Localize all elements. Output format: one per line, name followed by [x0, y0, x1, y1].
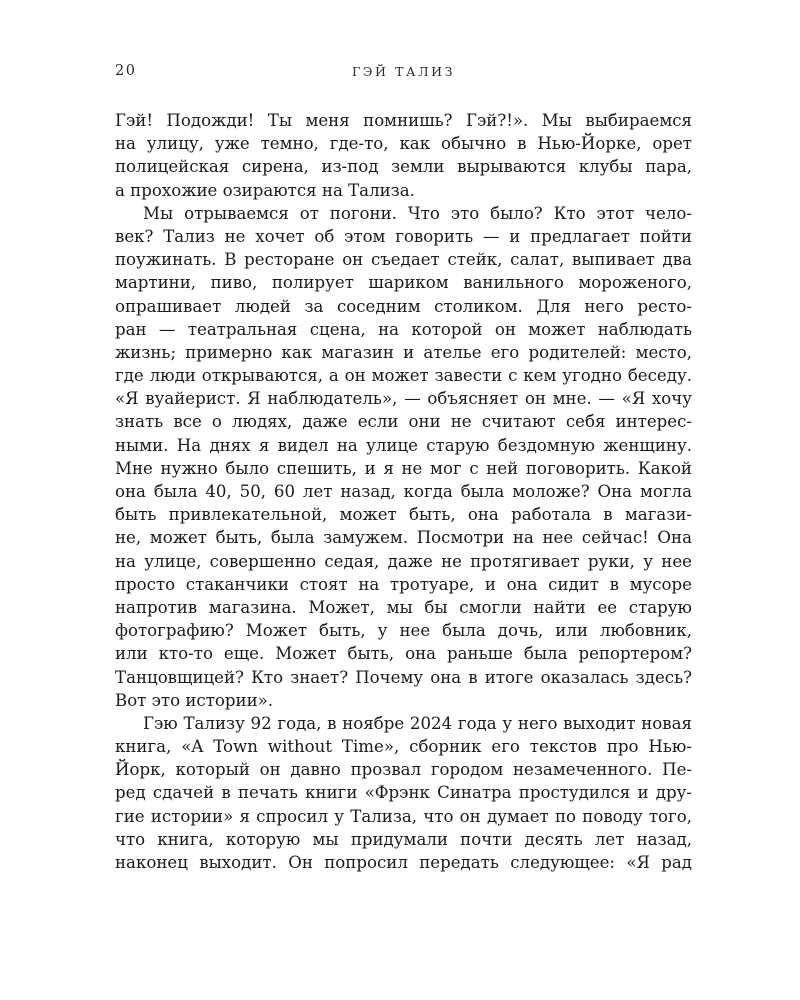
text-line: где люди открываются, а он может завести с кем угодно беседу. — [115, 366, 692, 386]
paragraph-first-line: Гэю Тализу 92 года, в ноябре 2024 года у него выходит новая — [143, 713, 692, 733]
text-line: ран — театральная сцена, на которой он может наблюдать — [115, 319, 692, 339]
text-line: книга, «A Town without Time», сборник его текстов про Нью- — [115, 737, 692, 757]
text-line: фотографию? Может быть, у нее была дочь, или любовник, — [115, 621, 692, 641]
text-line: ред сдачей в печать книги «Фрэнк Синатра простудился и дру- — [115, 783, 692, 803]
text-line: что книга, которую мы придумали почти десять лет назад, — [115, 829, 692, 849]
paragraph-first-line: Мы отрываемся от погони. Что это было? Кто этот чело- — [143, 203, 692, 223]
text-line: Вот это истории». — [115, 690, 274, 710]
text-line: ными. На днях я видел на улице старую бездомную женщину. — [115, 435, 692, 455]
text-line: опрашивает людей за соседним столиком. Для него рестo- — [115, 296, 692, 316]
text-line: Танцовщицей? Кто знает? Почему она в итоге оказалась здесь? — [115, 667, 692, 687]
page-header — [115, 63, 692, 87]
text-line: Мне нужно было спешить, и я не мог с ней поговорить. Какой — [115, 458, 692, 478]
page-number: 20 — [115, 63, 137, 79]
text-line: или кто-то еще. Может быть, она раньше была репортером? — [115, 644, 692, 664]
text-line: она была 40, 50, 60 лет назад, когда была моложе? Она могла — [115, 482, 692, 501]
text-line: гие истории» я спросил у Тализа, что он думает по поводу того, — [115, 806, 692, 826]
text-line: наконец выходит. Он попросил передать следующее: «Я рад — [115, 853, 692, 872]
body-text — [115, 109, 692, 874]
text-line: не, может быть, была замужем. Посмотри на нее сейчас! Она — [115, 528, 692, 548]
running-title: ГЭЙ ТАЛИЗ — [351, 64, 456, 79]
text-line: знать все о людях, даже если они не считают себя интерес- — [115, 412, 692, 432]
text-line: Гэй! Подожди! Ты меня помнишь? Гэй?!». Мы выбираемся — [115, 111, 692, 130]
text-line: на улицу, уже темно, где-то, как обычно в Нью-Йорке, орет — [115, 134, 692, 154]
text-line: «Я вуайерист. Я наблюдатель», — объясняет он мне. — «Я хочу — [115, 389, 692, 409]
text-line: быть привлекательной, может быть, она работала в магази- — [115, 505, 692, 525]
text-line: Йорк, который он давно прозвал городом незамеченного. Пе- — [115, 760, 692, 780]
text-line: на улице, совершенно седая, даже не протягивает руки, у нее — [115, 551, 692, 571]
text-line: век? Тализ не хочет об этом говорить — и предлагает пойти — [115, 226, 692, 246]
text-line: полицейская сирена, из-под земли вырываются клубы пара, — [115, 157, 692, 177]
text-line: поужинать. В ресторане он съедает стейк, салат, выпивает два — [115, 250, 692, 270]
text-line: просто стаканчики стоят на тротуаре, и она сидит в мусоре — [115, 574, 692, 594]
text-line: а прохожие озираются на Тализа. — [115, 180, 415, 200]
text-line: напротив магазина. Может, мы бы смогли найти ее старую — [115, 597, 692, 617]
text-line: мартини, пиво, полирует шариком ванильного мороженого, — [115, 273, 692, 293]
text-line: жизнь; примерно как магазин и ателье его родителей: место, — [115, 342, 692, 362]
